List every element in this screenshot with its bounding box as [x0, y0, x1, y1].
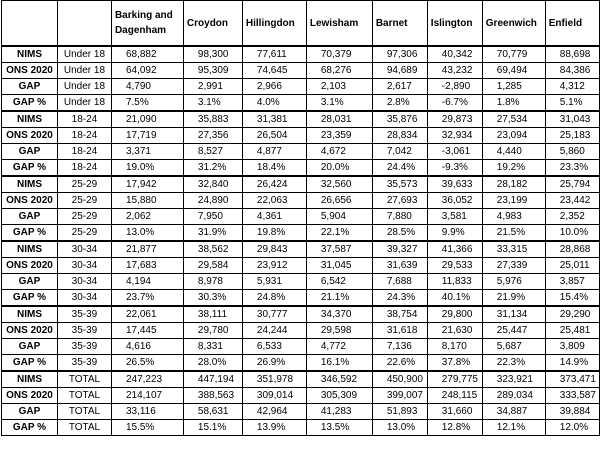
croydon-cell: 447,194: [183, 371, 242, 388]
lewisham-cell: 4,772: [306, 339, 372, 355]
table-row: [2, 388, 600, 404]
hillingdon-cell: 74,645: [242, 63, 306, 79]
greenwich-cell: 1.8%: [482, 95, 545, 112]
table-row: [2, 111, 600, 128]
islington-cell: -3,061: [427, 144, 482, 160]
croydon-cell: 38,562: [183, 241, 242, 258]
age-group-cell: Under 18: [57, 63, 111, 79]
table-row: [2, 193, 600, 209]
croydon-cell: 7,950: [183, 209, 242, 225]
barnet-cell: 28.5%: [372, 225, 427, 242]
barnet-cell: 2,617: [372, 79, 427, 95]
islington-cell: 248,115: [427, 388, 482, 404]
hillingdon-cell: 26,424: [242, 176, 306, 193]
croydon-cell: 15.1%: [183, 420, 242, 436]
islington-cell: 21,630: [427, 323, 482, 339]
enfield-cell: 88,698: [545, 46, 599, 63]
greenwich-cell: 31,134: [482, 306, 545, 323]
table-row: [2, 160, 600, 177]
measure-cell: GAP: [2, 209, 58, 225]
islington-cell: 41,366: [427, 241, 482, 258]
croydon-cell: 29,584: [183, 258, 242, 274]
barking-and-dagenham-cell: 22,061: [111, 306, 183, 323]
greenwich-cell: 5,976: [482, 274, 545, 290]
hillingdon-cell: 31,381: [242, 111, 306, 128]
table-row: [2, 290, 600, 307]
population-comparison-table: [1, 0, 600, 436]
enfield-cell: 25,183: [545, 128, 599, 144]
enfield-cell: 25,481: [545, 323, 599, 339]
greenwich-cell: 28,182: [482, 176, 545, 193]
barking-and-dagenham-cell: 4,790: [111, 79, 183, 95]
barking-and-dagenham-cell: 17,445: [111, 323, 183, 339]
croydon-cell: 8,331: [183, 339, 242, 355]
enfield-cell: 10.0%: [545, 225, 599, 242]
lewisham-cell: 34,370: [306, 306, 372, 323]
greenwich-cell: 27,339: [482, 258, 545, 274]
hillingdon-cell: 23,912: [242, 258, 306, 274]
measure-cell: GAP %: [2, 290, 58, 307]
greenwich-cell: 70,779: [482, 46, 545, 63]
barnet-cell: 28,834: [372, 128, 427, 144]
barnet-cell: 97,306: [372, 46, 427, 63]
hillingdon-cell: 77,611: [242, 46, 306, 63]
measure-cell: ONS 2020: [2, 323, 58, 339]
croydon-cell: 95,309: [183, 63, 242, 79]
table-row: [2, 323, 600, 339]
islington-cell: -2,890: [427, 79, 482, 95]
hillingdon-cell: 4,877: [242, 144, 306, 160]
croydon-cell: 8,527: [183, 144, 242, 160]
barnet-cell: 51,893: [372, 404, 427, 420]
lewisham-cell: 31,045: [306, 258, 372, 274]
measure-cell: GAP %: [2, 420, 58, 436]
barnet-cell: 22.6%: [372, 355, 427, 372]
islington-cell: 3,581: [427, 209, 482, 225]
table-row: [2, 79, 600, 95]
measure-cell: NIMS: [2, 176, 58, 193]
table-row: [2, 355, 600, 372]
age-group-cell: 35-39: [57, 339, 111, 355]
hillingdon-cell: 26.9%: [242, 355, 306, 372]
barnet-cell: 94,689: [372, 63, 427, 79]
table-row: [2, 63, 600, 79]
table-row: [2, 241, 600, 258]
enfield-cell: 84,386: [545, 63, 599, 79]
barking-and-dagenham-cell: 19.0%: [111, 160, 183, 177]
greenwich-cell: 1,285: [482, 79, 545, 95]
table-row: [2, 225, 600, 242]
islington-cell: 31,660: [427, 404, 482, 420]
enfield-cell: 5,860: [545, 144, 599, 160]
islington-cell: 11,833: [427, 274, 482, 290]
hillingdon-cell: 4,361: [242, 209, 306, 225]
islington-cell: 279,775: [427, 371, 482, 388]
age-group-cell: 30-34: [57, 290, 111, 307]
age-group-cell: 30-34: [57, 274, 111, 290]
lewisham-cell: 305,309: [306, 388, 372, 404]
barking-and-dagenham-cell: 17,942: [111, 176, 183, 193]
age-group-cell: 18-24: [57, 144, 111, 160]
barnet-cell: 7,688: [372, 274, 427, 290]
croydon-cell: 3.1%: [183, 95, 242, 112]
lewisham-cell: 68,276: [306, 63, 372, 79]
enfield-cell: 3,809: [545, 339, 599, 355]
greenwich-cell: 22.3%: [482, 355, 545, 372]
greenwich-cell: 34,887: [482, 404, 545, 420]
greenwich-cell: 27,534: [482, 111, 545, 128]
barking-and-dagenham-cell: 68,882: [111, 46, 183, 63]
enfield-cell: 23.3%: [545, 160, 599, 177]
measure-cell: ONS 2020: [2, 63, 58, 79]
hillingdon-cell: 4.0%: [242, 95, 306, 112]
lewisham-cell: 4,672: [306, 144, 372, 160]
barking-and-dagenham-cell: 13.0%: [111, 225, 183, 242]
barnet-cell: 7,042: [372, 144, 427, 160]
greenwich-cell: 33,315: [482, 241, 545, 258]
enfield-cell: 29,290: [545, 306, 599, 323]
lewisham-cell: 32,560: [306, 176, 372, 193]
enfield-cell: 2,352: [545, 209, 599, 225]
table-row: [2, 258, 600, 274]
islington-cell: 29,800: [427, 306, 482, 323]
enfield-cell: 39,884: [545, 404, 599, 420]
barking-and-dagenham-cell: 15,880: [111, 193, 183, 209]
hillingdon-cell: 351,978: [242, 371, 306, 388]
islington-cell: 9.9%: [427, 225, 482, 242]
enfield-cell: 4,312: [545, 79, 599, 95]
measure-cell: GAP %: [2, 95, 58, 112]
table-row: [2, 209, 600, 225]
barking-and-dagenham-cell: 17,719: [111, 128, 183, 144]
barking-and-dagenham-cell: 23.7%: [111, 290, 183, 307]
hillingdon-cell: 24.8%: [242, 290, 306, 307]
lewisham-cell: 16.1%: [306, 355, 372, 372]
age-group-cell: Under 18: [57, 46, 111, 63]
barking-and-dagenham-cell: 3,371: [111, 144, 183, 160]
croydon-cell: 2,991: [183, 79, 242, 95]
enfield-cell: 31,043: [545, 111, 599, 128]
greenwich-cell: 21.9%: [482, 290, 545, 307]
barnet-cell: 450,900: [372, 371, 427, 388]
lewisham-cell: 26,656: [306, 193, 372, 209]
islington-cell: 39,633: [427, 176, 482, 193]
hillingdon-cell: 24,244: [242, 323, 306, 339]
croydon-cell: 8,978: [183, 274, 242, 290]
age-group-cell: 25-29: [57, 209, 111, 225]
greenwich-cell: 19.2%: [482, 160, 545, 177]
croydon-cell: 29,780: [183, 323, 242, 339]
enfield-cell: 25,794: [545, 176, 599, 193]
age-group-cell: 18-24: [57, 111, 111, 128]
barking-and-dagenham-cell: 17,683: [111, 258, 183, 274]
barking-and-dagenham-cell: 7.5%: [111, 95, 183, 112]
age-group-cell: Under 18: [57, 79, 111, 95]
enfield-cell: 23,442: [545, 193, 599, 209]
barking-and-dagenham-cell: 214,107: [111, 388, 183, 404]
barnet-cell: 31,639: [372, 258, 427, 274]
enfield-cell: 373,471: [545, 371, 599, 388]
table-row: [2, 46, 600, 63]
age-group-cell: 25-29: [57, 225, 111, 242]
hillingdon-cell: 2,966: [242, 79, 306, 95]
barking-and-dagenham-cell: 26.5%: [111, 355, 183, 372]
column-header-measure: [2, 1, 58, 47]
islington-cell: 40.1%: [427, 290, 482, 307]
lewisham-cell: 28,031: [306, 111, 372, 128]
lewisham-cell: 37,587: [306, 241, 372, 258]
measure-cell: NIMS: [2, 46, 58, 63]
croydon-cell: 31.9%: [183, 225, 242, 242]
greenwich-cell: 4,440: [482, 144, 545, 160]
hillingdon-cell: 42,964: [242, 404, 306, 420]
age-group-cell: 35-39: [57, 323, 111, 339]
column-header-lewisham: Lewisham: [306, 1, 372, 47]
barking-and-dagenham-cell: 21,090: [111, 111, 183, 128]
barking-and-dagenham-cell: 247,223: [111, 371, 183, 388]
measure-cell: GAP %: [2, 355, 58, 372]
table-row: [2, 274, 600, 290]
measure-cell: GAP %: [2, 160, 58, 177]
hillingdon-cell: 19.8%: [242, 225, 306, 242]
measure-cell: NIMS: [2, 371, 58, 388]
measure-cell: ONS 2020: [2, 258, 58, 274]
lewisham-cell: 6,542: [306, 274, 372, 290]
islington-cell: 32,934: [427, 128, 482, 144]
barnet-cell: 7,880: [372, 209, 427, 225]
enfield-cell: 5.1%: [545, 95, 599, 112]
enfield-cell: 28,868: [545, 241, 599, 258]
islington-cell: 40,342: [427, 46, 482, 63]
age-group-cell: 30-34: [57, 241, 111, 258]
measure-cell: ONS 2020: [2, 388, 58, 404]
barnet-cell: 13.0%: [372, 420, 427, 436]
measure-cell: GAP: [2, 274, 58, 290]
lewisham-cell: 22.1%: [306, 225, 372, 242]
barnet-cell: 24.3%: [372, 290, 427, 307]
age-group-cell: TOTAL: [57, 371, 111, 388]
hillingdon-cell: 29,843: [242, 241, 306, 258]
barnet-cell: 2.8%: [372, 95, 427, 112]
greenwich-cell: 25,447: [482, 323, 545, 339]
measure-cell: NIMS: [2, 306, 58, 323]
age-group-cell: 25-29: [57, 176, 111, 193]
measure-cell: GAP: [2, 144, 58, 160]
hillingdon-cell: 22,063: [242, 193, 306, 209]
barnet-cell: 27,693: [372, 193, 427, 209]
hillingdon-cell: 13.9%: [242, 420, 306, 436]
measure-cell: GAP: [2, 404, 58, 420]
islington-cell: 43,232: [427, 63, 482, 79]
header-row: [2, 1, 600, 47]
age-group-cell: TOTAL: [57, 404, 111, 420]
lewisham-cell: 70,379: [306, 46, 372, 63]
column-header-enfield: Enfield: [545, 1, 599, 47]
column-header-islington: Islington: [427, 1, 482, 47]
age-group-cell: TOTAL: [57, 388, 111, 404]
islington-cell: -6.7%: [427, 95, 482, 112]
hillingdon-cell: 26,504: [242, 128, 306, 144]
population-comparison-table-wrapper: [1, 0, 600, 436]
croydon-cell: 98,300: [183, 46, 242, 63]
column-header-greenwich: Greenwich: [482, 1, 545, 47]
enfield-cell: 3,857: [545, 274, 599, 290]
greenwich-cell: 12.1%: [482, 420, 545, 436]
croydon-cell: 388,563: [183, 388, 242, 404]
barnet-cell: 35,573: [372, 176, 427, 193]
measure-cell: GAP %: [2, 225, 58, 242]
greenwich-cell: 69,494: [482, 63, 545, 79]
barnet-cell: 399,007: [372, 388, 427, 404]
hillingdon-cell: 5,931: [242, 274, 306, 290]
table-row: [2, 339, 600, 355]
measure-cell: GAP: [2, 79, 58, 95]
greenwich-cell: 5,687: [482, 339, 545, 355]
age-group-cell: Under 18: [57, 95, 111, 112]
column-header-barnet: Barnet: [372, 1, 427, 47]
age-group-cell: 18-24: [57, 160, 111, 177]
barnet-cell: 39,327: [372, 241, 427, 258]
islington-cell: 8,170: [427, 339, 482, 355]
lewisham-cell: 23,359: [306, 128, 372, 144]
barnet-cell: 31,618: [372, 323, 427, 339]
table-row: [2, 420, 600, 436]
barking-and-dagenham-cell: 33,116: [111, 404, 183, 420]
lewisham-cell: 21.1%: [306, 290, 372, 307]
table-row: [2, 176, 600, 193]
croydon-cell: 24,890: [183, 193, 242, 209]
lewisham-cell: 29,598: [306, 323, 372, 339]
age-group-cell: 25-29: [57, 193, 111, 209]
croydon-cell: 28.0%: [183, 355, 242, 372]
islington-cell: 37.8%: [427, 355, 482, 372]
age-group-cell: 35-39: [57, 355, 111, 372]
barnet-cell: 38,754: [372, 306, 427, 323]
table-row: [2, 371, 600, 388]
barking-and-dagenham-cell: 4,616: [111, 339, 183, 355]
age-group-cell: TOTAL: [57, 420, 111, 436]
hillingdon-cell: 18.4%: [242, 160, 306, 177]
lewisham-cell: 346,592: [306, 371, 372, 388]
greenwich-cell: 289,034: [482, 388, 545, 404]
croydon-cell: 31.2%: [183, 160, 242, 177]
lewisham-cell: 2,103: [306, 79, 372, 95]
measure-cell: GAP: [2, 339, 58, 355]
column-header-croydon: Croydon: [183, 1, 242, 47]
islington-cell: -9.3%: [427, 160, 482, 177]
measure-cell: NIMS: [2, 111, 58, 128]
islington-cell: 36,052: [427, 193, 482, 209]
lewisham-cell: 3.1%: [306, 95, 372, 112]
hillingdon-cell: 309,014: [242, 388, 306, 404]
croydon-cell: 38,111: [183, 306, 242, 323]
greenwich-cell: 4,983: [482, 209, 545, 225]
islington-cell: 12.8%: [427, 420, 482, 436]
barking-and-dagenham-cell: 64,092: [111, 63, 183, 79]
enfield-cell: 15.4%: [545, 290, 599, 307]
hillingdon-cell: 30,777: [242, 306, 306, 323]
greenwich-cell: 23,094: [482, 128, 545, 144]
greenwich-cell: 23,199: [482, 193, 545, 209]
enfield-cell: 14.9%: [545, 355, 599, 372]
lewisham-cell: 41,283: [306, 404, 372, 420]
islington-cell: 29,873: [427, 111, 482, 128]
croydon-cell: 35,883: [183, 111, 242, 128]
measure-cell: ONS 2020: [2, 193, 58, 209]
column-header-age-group: [57, 1, 111, 47]
greenwich-cell: 21.5%: [482, 225, 545, 242]
islington-cell: 29,533: [427, 258, 482, 274]
table-row: [2, 404, 600, 420]
barnet-cell: 24.4%: [372, 160, 427, 177]
croydon-cell: 32,840: [183, 176, 242, 193]
barnet-cell: 35,876: [372, 111, 427, 128]
column-header-barking-and-dagenham: Barking and Dagenham: [111, 1, 183, 47]
barking-and-dagenham-cell: 4,194: [111, 274, 183, 290]
barnet-cell: 7,136: [372, 339, 427, 355]
age-group-cell: 18-24: [57, 128, 111, 144]
hillingdon-cell: 6,533: [242, 339, 306, 355]
table-body: [2, 46, 600, 436]
enfield-cell: 333,587: [545, 388, 599, 404]
barking-and-dagenham-cell: 15.5%: [111, 420, 183, 436]
lewisham-cell: 13.5%: [306, 420, 372, 436]
table-row: [2, 95, 600, 112]
measure-cell: ONS 2020: [2, 128, 58, 144]
croydon-cell: 30.3%: [183, 290, 242, 307]
croydon-cell: 27,356: [183, 128, 242, 144]
croydon-cell: 58,631: [183, 404, 242, 420]
table-row: [2, 144, 600, 160]
lewisham-cell: 5,904: [306, 209, 372, 225]
age-group-cell: 30-34: [57, 258, 111, 274]
barking-and-dagenham-cell: 2,062: [111, 209, 183, 225]
column-header-hillingdon: Hillingdon: [242, 1, 306, 47]
barking-and-dagenham-cell: 21,877: [111, 241, 183, 258]
table-row: [2, 306, 600, 323]
lewisham-cell: 20.0%: [306, 160, 372, 177]
greenwich-cell: 323,921: [482, 371, 545, 388]
measure-cell: NIMS: [2, 241, 58, 258]
enfield-cell: 25,011: [545, 258, 599, 274]
table-row: [2, 128, 600, 144]
age-group-cell: 35-39: [57, 306, 111, 323]
enfield-cell: 12.0%: [545, 420, 599, 436]
